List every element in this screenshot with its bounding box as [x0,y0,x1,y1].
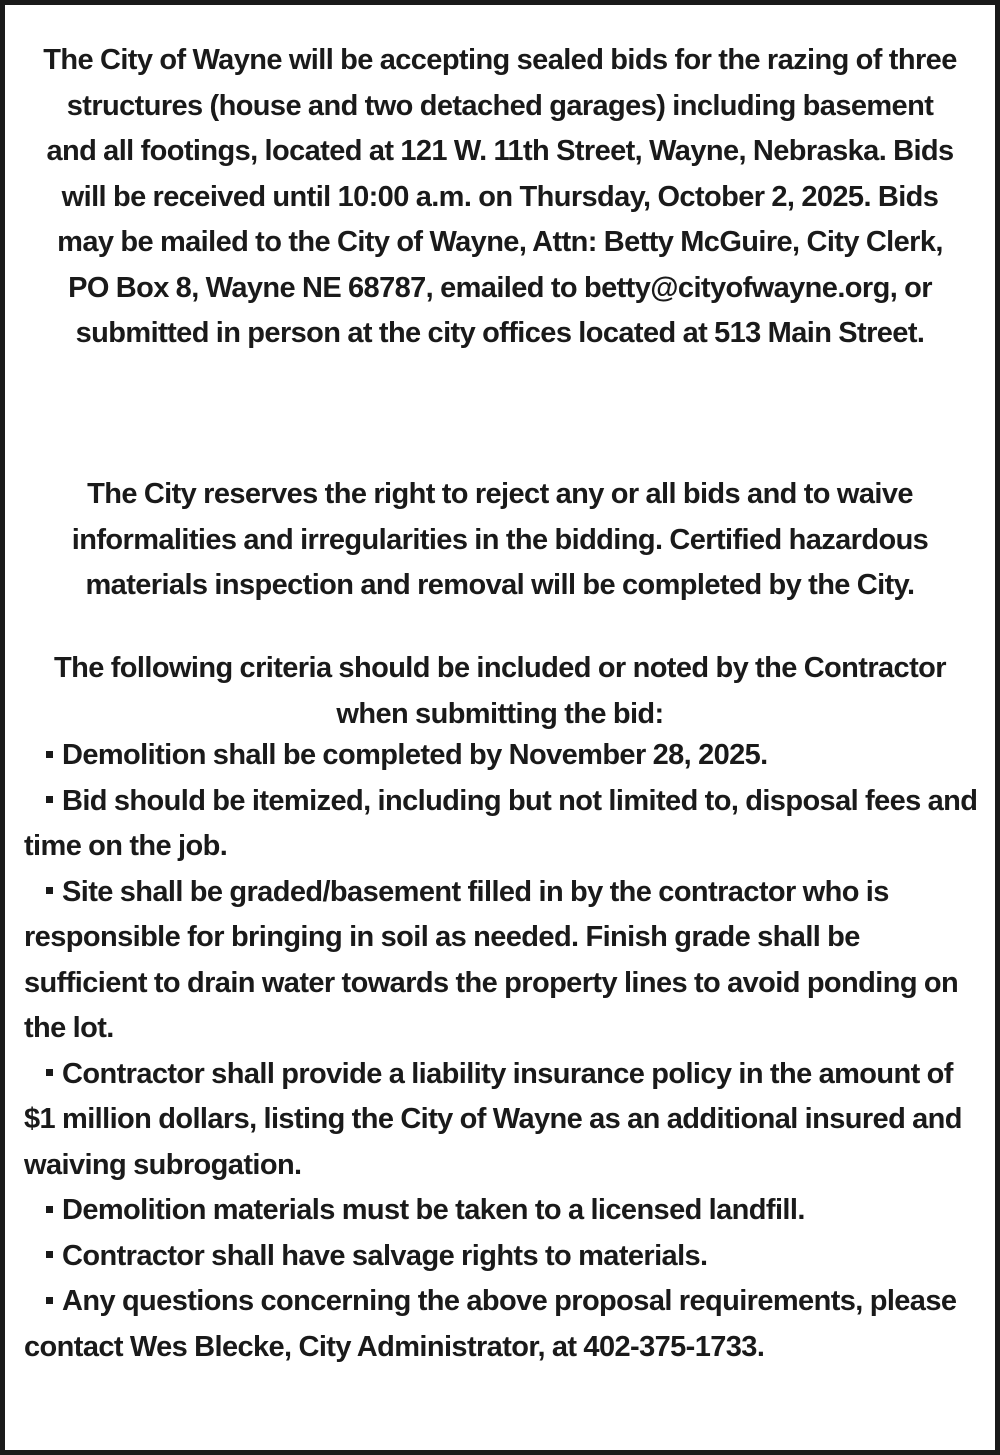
bullet-icon [46,1069,53,1076]
criteria-intro-text: The following criteria should be included or noted by the Contractor when submitting the bid: [54,652,946,730]
bullet-icon [46,1251,53,1258]
criteria-item: Bid should be itemized, including but not limited to, disposal fees and time on the job. [24,784,978,862]
bullet-icon [46,1206,53,1213]
reservation-clause [40,472,960,609]
reservation-clause-text: The City reserves the right to reject any or all bids and to waive informalities and irregularities in the bidding. Certified hazardous materials inspection and removal will be completed by the City. [71,478,929,601]
criteria-item: Demolition materials must be taken to a licensed landfill. [24,1188,979,1234]
criteria-item: Any questions concerning the above proposal requirements, please contact Wes Blecke, City Administrator, at 402-375-1733. [24,1285,957,1363]
bid-announcement [40,38,960,357]
bullet-icon [46,887,53,894]
criteria-intro [40,646,960,737]
criteria-item: Site shall be graded/basement filled in by the contractor who is responsible for bringing in soil as needed. Finish grade shall be sufficient to drain water towards the property lines to avoid ponding on the lot. [24,875,959,1044]
criteria-list [24,733,979,1370]
bullet-icon [46,751,53,758]
bid-announcement-text: The City of Wayne will be accepting sealed bids for the razing of three structures (house and two detached garages) including basement and all footings, located at 121 W. 11th Street, Wayne, Nebraska. Bids will be received until 10:00 a.m. on Thursday, October 2, 2025. Bids may be mailed to the City of Wayne, Attn: Betty McGuire, City Clerk, PO Box 8, Wayne NE 68787, emailed to betty@cityofwayne.org, or submitted in person at the city offices located at 513 Main Street. [43,44,957,349]
criteria-item: Contractor shall have salvage rights to materials. [24,1234,979,1280]
bullet-icon [46,1297,53,1304]
criteria-item: Contractor shall provide a liability insurance policy in the amount of $1 million dollars, listing the City of Wayne as an additional insured and waiving subrogation. [24,1057,962,1181]
bullet-icon [46,796,53,803]
criteria-item: Demolition shall be completed by November 28, 2025. [24,733,979,779]
